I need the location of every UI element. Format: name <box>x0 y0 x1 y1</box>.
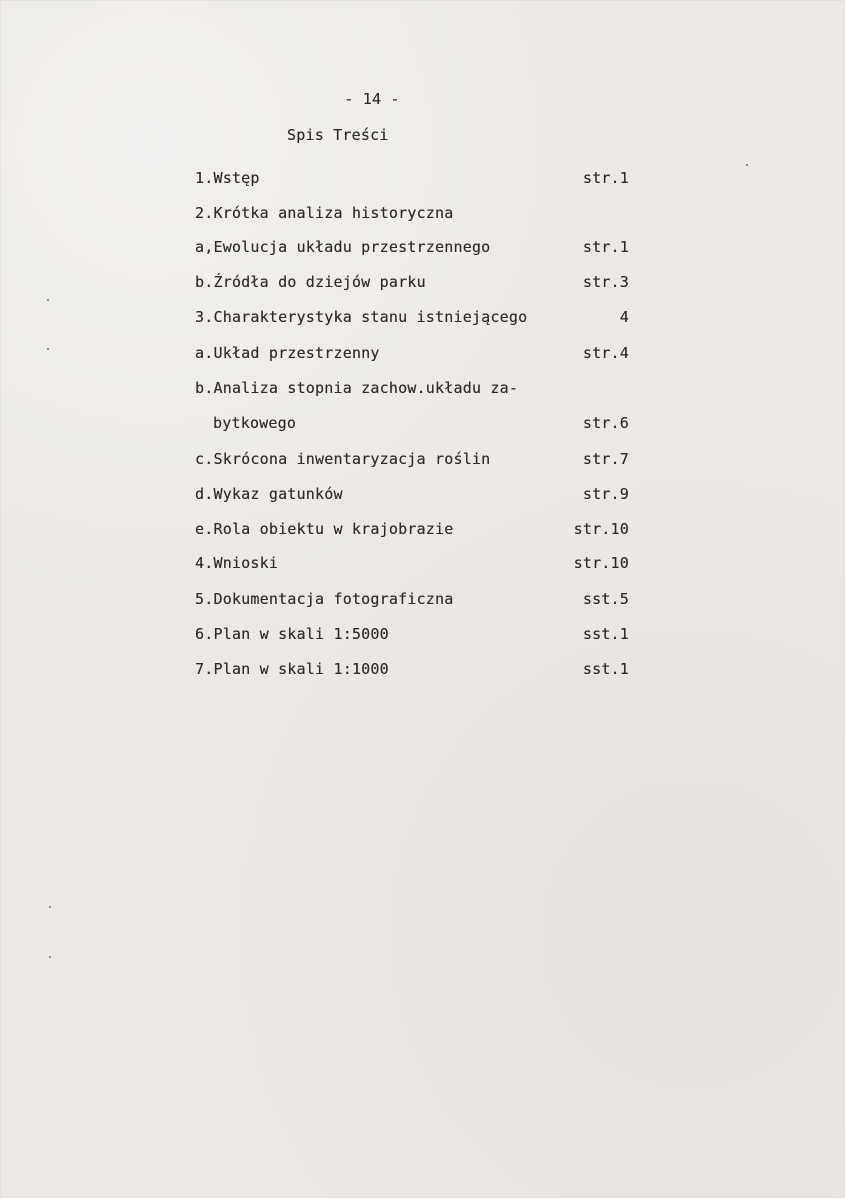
toc-item-page: str.1 <box>582 169 629 187</box>
toc-item-label: 7.Plan w skali 1:1000 <box>195 660 389 678</box>
toc-item-page: str.6 <box>582 414 629 432</box>
toc-item-label: 2.Krótka analiza historyczna <box>195 204 454 222</box>
toc-item-page: str.7 <box>582 450 629 468</box>
toc-item-page: str.10 <box>573 554 629 572</box>
toc-item-label: b.Analiza stopnia zachow.układu za- <box>195 379 519 397</box>
toc-item-page: 4 <box>619 308 629 326</box>
toc-item-label: 1.Wstęp <box>195 169 260 187</box>
toc-item-page: str.3 <box>582 273 629 291</box>
paper-speck <box>746 164 748 166</box>
paper-speck <box>49 956 51 958</box>
toc-item-page: str.9 <box>582 485 629 503</box>
toc-item-label: d.Wykaz gatunków <box>195 485 343 503</box>
page-title: Spis Treści <box>287 126 389 144</box>
toc-item-label: a,Ewolucja układu przestrzennego <box>195 238 491 256</box>
toc-item-label: b.Źródła do dziejów parku <box>195 273 426 291</box>
toc-item-page: str.10 <box>573 520 629 538</box>
toc-item-page: sst.5 <box>582 590 629 608</box>
toc-item-label: 6.Plan w skali 1:5000 <box>195 625 389 643</box>
toc-item-page: sst.1 <box>582 625 629 643</box>
toc-item-label: 5.Dokumentacja fotograficzna <box>195 590 454 608</box>
toc-item-page: sst.1 <box>582 660 629 678</box>
toc-item-label: c.Skrócona inwentaryzacja roślin <box>195 450 491 468</box>
toc-item-label: bytkowego <box>213 414 297 432</box>
toc-item-label: 4.Wnioski <box>195 554 279 572</box>
toc-item-label: 3.Charakterystyka stanu istniejącego <box>195 308 528 326</box>
paper-speck <box>47 299 49 301</box>
toc-item-label: a.Układ przestrzenny <box>195 344 380 362</box>
paper-speck <box>47 348 49 350</box>
page-number: - 14 - <box>344 90 400 108</box>
paper-speck <box>49 906 51 908</box>
toc-item-page: str.1 <box>582 238 629 256</box>
toc-item-page: str.4 <box>582 344 629 362</box>
toc-item-label: e.Rola obiektu w krajobrazie <box>195 520 454 538</box>
